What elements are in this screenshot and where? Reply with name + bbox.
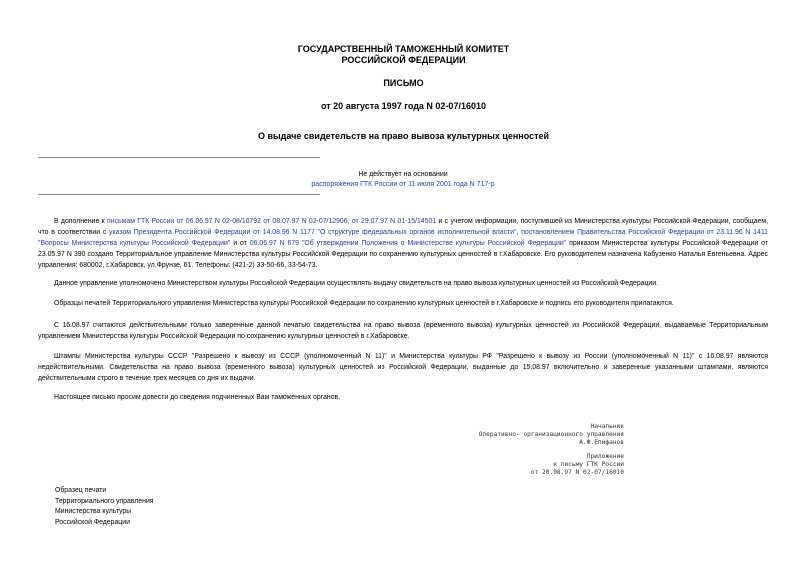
- stamp-caption-2: Территориального управления: [55, 498, 154, 505]
- paragraph-text: Образцы печатей Территориального управления Министерства культуры Российской Федерации по сохранению культурных ценностей в г.Хабаровске и подпись его руководителя прилагаются.: [54, 300, 674, 307]
- stamp-caption-4: Российской Федерации: [55, 519, 130, 526]
- stamp-caption-1: Образец печати: [55, 487, 107, 494]
- paragraph-text: Данное управление уполномочено Министерством культуры Российской Федерации осуществлять выдачу свидетельств на право вывоза культурных ценностей из Российской Федерации.: [54, 280, 659, 287]
- paragraph-text: В дополнение к: [54, 218, 108, 225]
- divider-top: [38, 157, 320, 158]
- document-date: от 20 августа 1997 года N 02-07/16010: [321, 101, 486, 111]
- paragraph-1: [38, 216, 768, 271]
- paragraph-2: [38, 278, 768, 289]
- reference-link[interactable]: письмам ГТК России от 06.06.97 N 02-08/10792 от 08.07.97 N 02-07/12906, от 29.07.97 N 01-15/14501: [107, 218, 437, 225]
- reference-link[interactable]: постановлением Правительства Российской Федерации от 23.11.96 N 1411 "Вопросы Министерства культуры Российской Федерации": [38, 229, 768, 247]
- appendix-ref: к письму ГТК России: [553, 461, 624, 468]
- paragraph-text: Настоящее письмо просим довести до сведения подчиненных Вам таможенных органов.: [54, 394, 341, 401]
- signer-name: А.Ф.Епифанов: [579, 439, 624, 446]
- document-title: О выдаче свидетельств на право вывоза культурных ценностей: [257, 131, 550, 141]
- paragraph-text: и от: [230, 240, 250, 247]
- issuer-line-2: РОССИЙСКОЙ ФЕДЕРАЦИИ: [341, 55, 466, 65]
- paragraph-text: Штампы Министерства культуры СССР "Разрешено к вывозу из СССР (уполномоченный N 11)" и Министерства культуры РФ "Разрешено к вывозу из России (уполномоченный N 11)" с 16.08.97 являются недействительными. Свидетельства на право вывоза (временного вывоза) культурных ценностей из Российской Федерации, выданные до 15.08.97 включительно и заверенные указанными штампами, являются действительными строго в течение трех месяцев со дня их выдачи.: [38, 353, 768, 382]
- signer-position: Начальник: [590, 423, 624, 430]
- paragraph-text: приказом Министерства культуры Российской Федерации от 23.05.97 N 390 создано Территориальное управление Министерства культуры Российской Федерации по сохранению культурных ценностей в г.Хабаровске. Его руководителем назначена Кабузенко Наталья Евгеньевна. Адрес управления: 680002, г.Хабаровск, ул.Фрунзе, 61. Телефоны: (421-2) 33-50-66, 33-54-73.: [38, 240, 769, 269]
- reference-link[interactable]: указом Президента Российской Федерации от 14.08.96 N 1177 "О структуре федеральных органов исполнительной власти": [109, 229, 517, 236]
- repeal-order-link[interactable]: распоряжения ГТК России от 11 июля 2001 года N 717-р: [311, 181, 495, 188]
- reference-link[interactable]: 06.06.97 N 679 "Об утверждении Положения о Министерстве культуры Российской Федерации": [249, 240, 567, 247]
- paragraph-3: [38, 298, 768, 309]
- appendix-date: от 20.08.97 N 02-07/16010: [530, 469, 624, 476]
- paragraph-6: [38, 392, 768, 403]
- status-line: Не действует на основании: [358, 171, 448, 178]
- paragraph-5: [38, 351, 768, 384]
- signer-department: Оперативно- организационного управления: [478, 431, 624, 438]
- appendix-title: Приложение: [586, 453, 624, 460]
- paragraph-text: С 16.08.97 считаются действительными только заверенные данной печатью свидетельства на право вывоза (временного вывоза) культурных ценностей из Российской Федерации, выдаваемые Территориальным управлением Министерства культуры Российской Федерации по сохранению культурных ценностей в г.Хабаровске.: [38, 322, 768, 340]
- divider-bottom: [38, 194, 320, 195]
- document-type: ПИСЬМО: [383, 78, 424, 88]
- paragraph-text: и с учетом информации, поступившей из Министерства культуры Российской Федерации, сообщаем, что в соответствии с: [38, 218, 769, 236]
- paragraph-4: [38, 320, 768, 342]
- stamp-caption-3: Министерства культуры: [55, 508, 132, 515]
- issuer-line-1: ГОСУДАРСТВЕННЫЙ ТАМОЖЕННЫЙ КОМИТЕТ: [297, 44, 510, 54]
- paragraph-text: ,: [516, 229, 522, 236]
